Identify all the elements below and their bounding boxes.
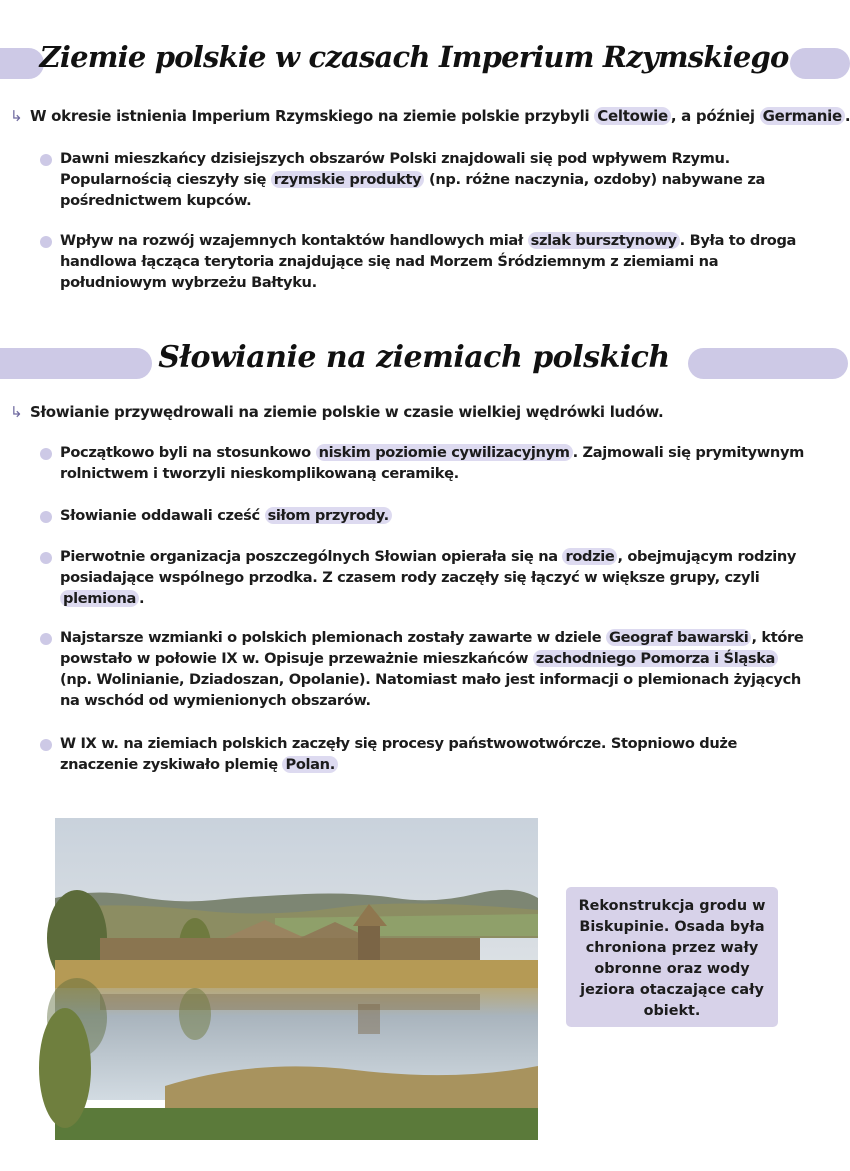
- paragraph-roman-influence: Dawni mieszkańcy dzisiejszych obszarów Polski znajdowali się pod wpływem Rzymu. Popularnością cieszyły się rzymskie produkty (np. różne naczynia, ozdoby) nabywane za pośrednictwem kupców.: [60, 150, 765, 209]
- bullet-icon: [40, 552, 52, 564]
- highlight-clan: rodzie: [562, 548, 617, 565]
- intro-text: .: [844, 107, 850, 125]
- intro-slavs: [10, 403, 663, 421]
- paragraph-bavarian-geographer: Najstarsze wzmianki o polskich plemionach zostały zawarte w dziele Geograf bawarski , które powstało w połowie IX w. Opisuje przeważnie mieszkańców zachodniego Pomorza i Śląska (np. Wolinianie, Dziadoszan, Opolanie). Natomiast mało jest informacji o plemionach żyjących na wschód od wymienionych obszarów.: [60, 629, 804, 709]
- bullet-icon: [40, 511, 52, 523]
- intro-text: W okresie istnienia Imperium Rzymskiego na ziemie polskie przybyli: [30, 107, 595, 125]
- highlight-tribes: plemiona: [60, 590, 139, 607]
- paragraph-state-formation: W IX w. na ziemiach polskich zaczęły się procesy państwowotwórcze. Stopniowo duże znaczenie zyskiwało plemię Polan.: [60, 735, 738, 773]
- photo-caption: Rekonstrukcja grodu w Biskupinie. Osada była chroniona przez wały obronne oraz wody jeziora otaczające cały obiekt.: [566, 887, 778, 1027]
- highlight-celtowie: Celtowie: [594, 107, 671, 125]
- section-title-roman-empire: Ziemie polskie w czasach Imperium Rzymskiego: [39, 40, 789, 74]
- paragraph-civilization: Początkowo byli na stosunkowo niskim poziomie cywilizacyjnym . Zajmowali się prymitywnym rolnictwem i tworzyli nieskomplikowaną ceramikę.: [60, 444, 804, 482]
- highlight-civilization-level: niskim poziomie cywilizacyjnym: [316, 444, 573, 461]
- highlight-bavarian-geographer: Geograf bawarski: [606, 629, 751, 646]
- intro-text: , a później: [670, 107, 760, 125]
- paragraph-clans: Pierwotnie organizacja poszczególnych Słowian opierała się na rodzie , obejmującym rodziny posiadające wspólnego przodka. Z czasem rody zaczęły się łączyć w większe grupy, czyli plemiona .: [60, 548, 797, 607]
- bullet-icon: [40, 448, 52, 460]
- arrow-return-icon: ↳: [10, 403, 23, 421]
- biskupin-photo: [55, 818, 538, 1140]
- bullet-icon: [40, 739, 52, 751]
- section-title-slavs: Słowianie na ziemiach polskich: [158, 340, 670, 375]
- bullet-icon: [40, 633, 52, 645]
- arrow-return-icon: ↳: [10, 107, 23, 125]
- paragraph-nature-worship: Słowianie oddawali cześć siłom przyrody.: [60, 505, 812, 526]
- highlight-pomerania-silesia: zachodniego Pomorza i Śląska: [533, 650, 778, 667]
- bullet-icon: [40, 154, 52, 166]
- paragraph-amber-road: Wpływ na rozwój wzajemnych kontaktów handlowych miał szlak bursztynowy . Była to droga handlowa łącząca terytoria znajdujące się nad Morzem Śródziemnym z ziemiami na południowym wybrzeżu Bałtyku.: [60, 232, 797, 291]
- highlight-germanie: Germanie: [760, 107, 845, 125]
- highlight-polans: Polan.: [282, 756, 337, 773]
- highlight-forces-of-nature: siłom przyrody.: [265, 507, 392, 524]
- intro-text: Słowianie przywędrowali na ziemie polskie w czasie wielkiej wędrówki ludów.: [30, 403, 664, 421]
- highlight-amber-road: szlak bursztynowy: [528, 232, 680, 249]
- highlight-roman-products: rzymskie produkty: [271, 171, 425, 188]
- bullet-icon: [40, 236, 52, 248]
- intro-roman-empire: [10, 107, 850, 125]
